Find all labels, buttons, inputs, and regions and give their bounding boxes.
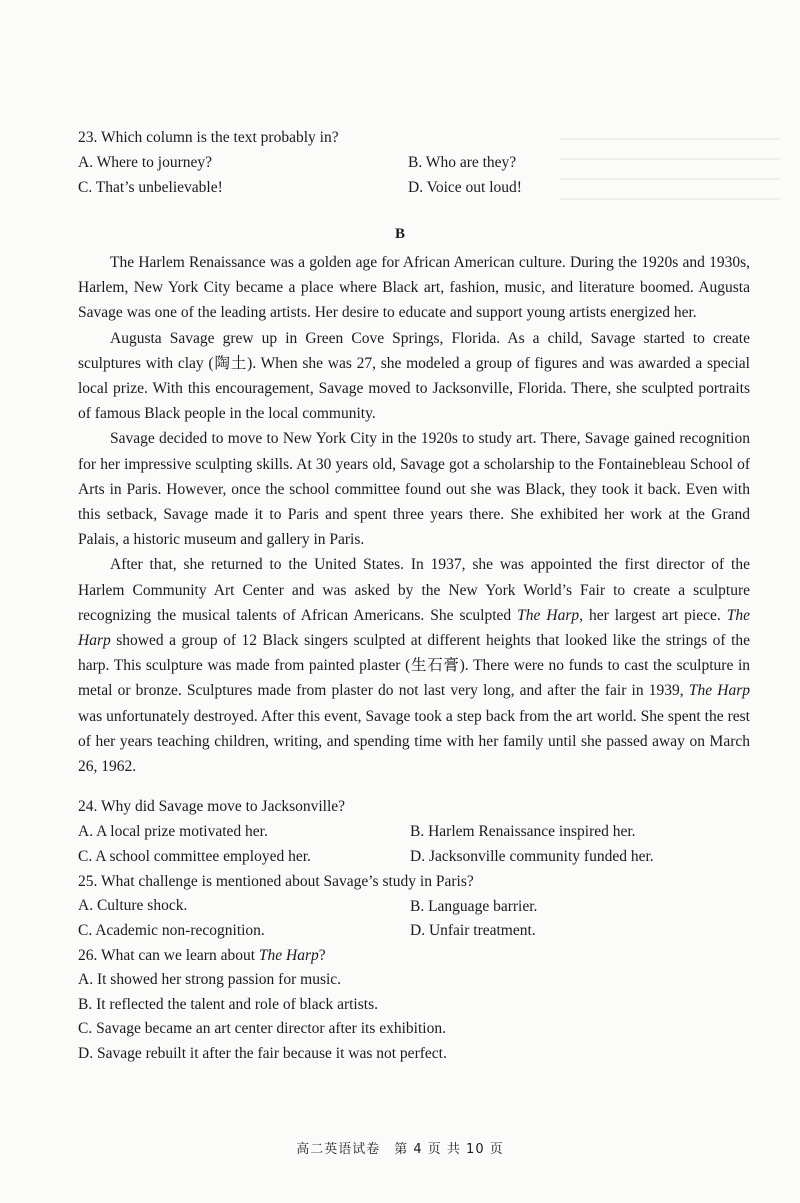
q23-option-c: C. That’s unbelievable! <box>78 179 223 196</box>
q23-option-a: A. Where to journey? <box>78 154 212 171</box>
q24-option-c: C. A school committee employed her. <box>78 848 311 865</box>
p4-title-3: The Harp <box>688 682 750 700</box>
q23-option-b: B. Who are they? <box>408 154 517 171</box>
bleed-through-text <box>560 120 780 240</box>
p4-text-c: showed a group of 12 Black singers sculpted at different heights that looked like the strings of the harp. This sculpture was made from painted plaster (生石膏). There were no funds to cast the sculpture in metal or bronze. Sculptures made from plaster do not last very long, and after the fair in 1939, <box>78 632 750 700</box>
p4-title-2: The Harp <box>78 606 750 650</box>
q24-option-d: D. Jacksonville community funded her. <box>410 848 654 865</box>
q26-option-a: A. It showed her strong passion for music. <box>78 971 342 988</box>
q26-stem-a: 26. What can we learn about <box>78 947 259 964</box>
q25-option-b: B. Language barrier. <box>410 898 538 915</box>
q26-option-d: D. Savage rebuilt it after the fair because it was not perfect. <box>78 1045 447 1062</box>
q26-stem-title: The Harp <box>258 947 319 964</box>
passage-paragraph-2: Augusta Savage grew up in Green Cove Springs, Florida. As a child, Savage started to create sculptures with clay (陶土). When she was 27, she modeled a group of figures and was awarded a special local prize. With this encouragement, Savage moved to Jacksonville, Florida. There, she sculpted portraits of famous Black people in the local community. <box>78 329 750 423</box>
section-label: B <box>394 226 405 242</box>
q24-option-b: B. Harlem Renaissance inspired her. <box>410 823 636 840</box>
question-23-stem: 23. Which column is the text probably in? <box>78 129 339 146</box>
q26-option-b: B. It reflected the talent and role of black artists. <box>78 996 378 1013</box>
p4-title-1: The Harp <box>517 606 580 624</box>
q23-option-d: D. Voice out loud! <box>408 179 522 196</box>
q24-option-a: A. A local prize motivated her. <box>78 823 268 840</box>
question-26-stem <box>78 946 326 966</box>
question-25-stem: 25. What challenge is mentioned about Savage’s study in Paris? <box>78 873 474 890</box>
p4-text-b: , her largest art piece. <box>579 606 727 624</box>
passage-paragraph-1: The Harlem Renaissance was a golden age for African American culture. During the 1920s and 1930s, Harlem, New York City became a place where Black art, fashion, music, and literature boomed. Augusta Savage was one of the leading artists. Her desire to educate and support young artists energized her. <box>78 254 750 322</box>
page-footer: 高二英语试卷 第 4 页 共 10 页 <box>296 1142 504 1157</box>
question-24-stem: 24. Why did Savage move to Jacksonville? <box>78 798 346 815</box>
passage-paragraph-3: Savage decided to move to New York City in the 1920s to study art. There, Savage gained recognition for her impressive sculpting skills. At 30 years old, Savage got a scholarship to the Fontainebleau School of Arts in Paris. However, once the school committee found out she was Black, they took it back. Even with this setback, Savage made it to Paris and spent three years there. She exhibited her work at the Grand Palais, a historic museum and gallery in Paris. <box>78 430 750 549</box>
q26-option-c: C. Savage became an art center director after its exhibition. <box>78 1020 446 1037</box>
q25-option-c: C. Academic non-recognition. <box>78 922 265 939</box>
q25-option-d: D. Unfair treatment. <box>410 922 536 939</box>
p4-text-d: was unfortunately destroyed. After this event, Savage took a step back from the art world. She spent the rest of her years teaching children, writing, and spending time with her family until she passed away on March 26, 1962. <box>78 707 750 776</box>
q26-stem-b: ? <box>318 947 326 964</box>
p4-text-a: After that, she returned to the United States. In 1937, she was appointed the first director of the Harlem Community Art Center and was asked by the New York World’s Fair to create a sculpture recognizing the musical talents of African Americans. She sculpted <box>78 556 750 624</box>
q25-option-a: A. Culture shock. <box>78 897 188 914</box>
reading-passage <box>78 250 750 779</box>
passage-paragraph-4 <box>78 552 750 779</box>
